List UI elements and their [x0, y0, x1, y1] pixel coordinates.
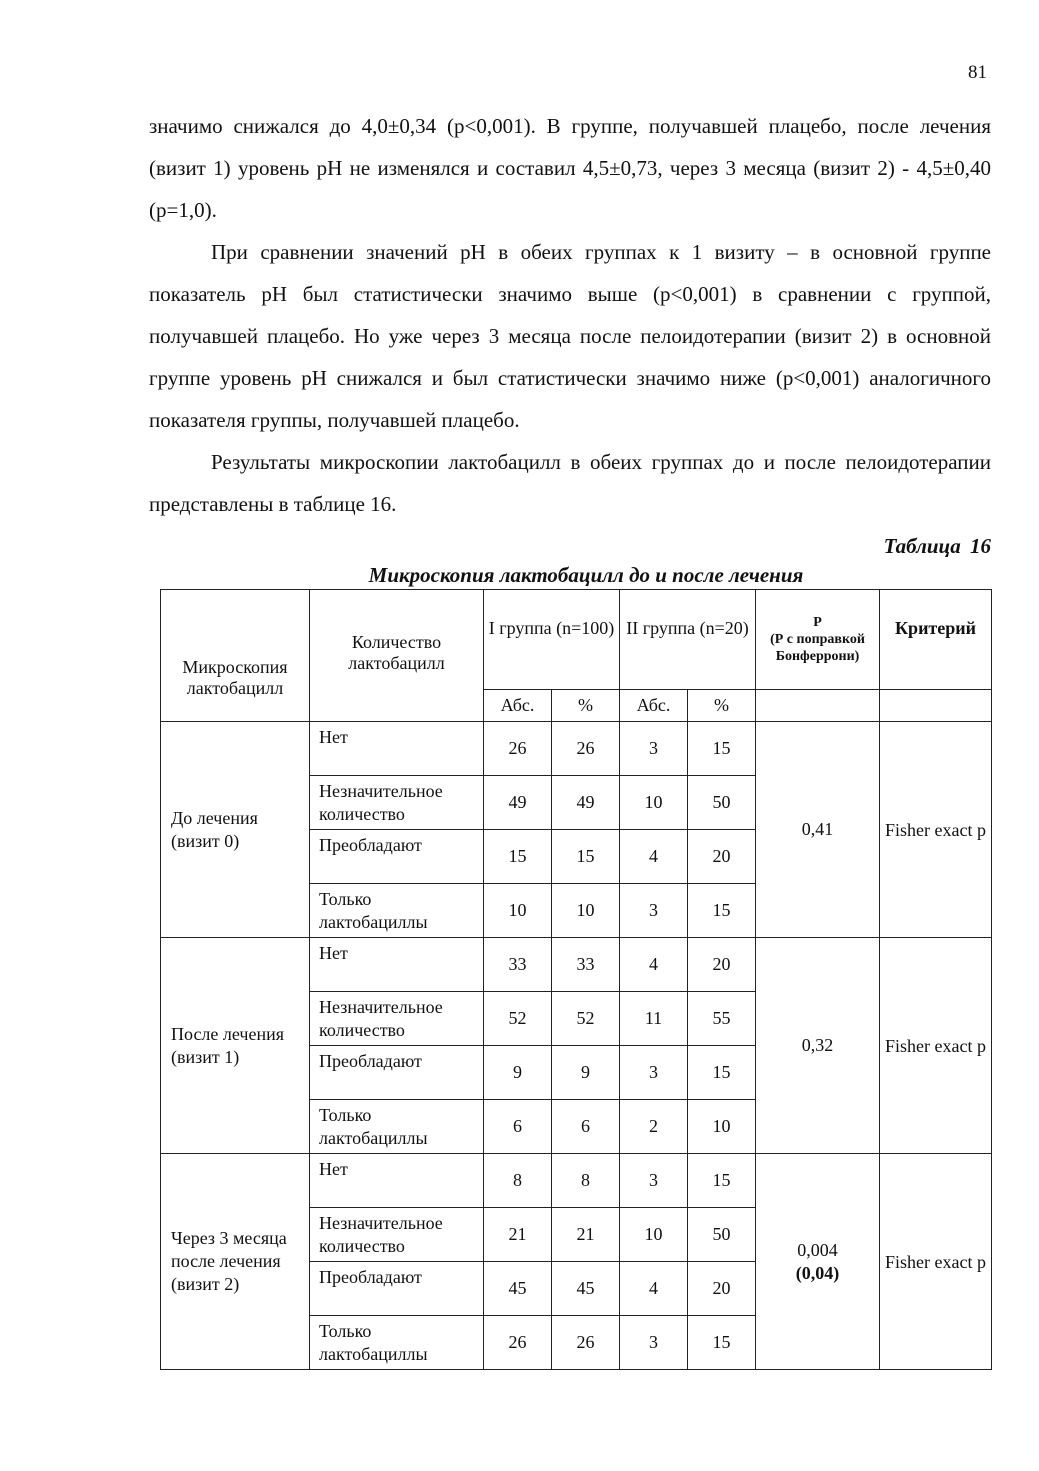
value-cell-g1-abs: 15: [484, 830, 552, 884]
value-cell-g2-pct: 50: [688, 1208, 756, 1262]
header-p-label: Р: [813, 615, 822, 630]
criterion-cell: Fisher exact p: [880, 722, 992, 938]
value-cell-g2-abs: 3: [620, 1154, 688, 1208]
header-microscopy: Микроскопия лактобацилл: [161, 590, 310, 722]
value-cell-g1-abs: 21: [484, 1208, 552, 1262]
body-text: [149, 105, 991, 525]
category-cell: Незначительное количество: [310, 1208, 484, 1262]
category-cell: Нет: [310, 722, 484, 776]
value-cell-g2-pct: 50: [688, 776, 756, 830]
p-value-cell: [756, 938, 880, 1154]
value-cell-g2-pct: 10: [688, 1100, 756, 1154]
paragraph: значимо снижался до 4,0±0,34 (р<0,001). В группе, получавшей плацебо, после лечения (визит 1) уровень рН не изменялся и составил 4,5±0,73, через 3 месяца (визит 2) - 4,5±0,40 (р=1,0).: [149, 114, 991, 222]
table-label: Таблица 16: [883, 534, 991, 558]
value-cell-g2-abs: 10: [620, 1208, 688, 1262]
subheader-abs: Абс.: [484, 690, 552, 722]
value-cell-g1-pct: 26: [552, 722, 620, 776]
category-cell: Преобладают: [310, 1262, 484, 1316]
subheader-pct: %: [552, 690, 620, 722]
paragraph: При сравнении значений рН в обеих группах к 1 визиту – в основной группе показатель рН был статистически значимо выше (р<0,001) в сравнении с группой, получавшей плацебо. Но уже через 3 месяца после пелоидотерапии (визит 2) в основной группе уровень рН снижался и был статистически значимо ниже (р<0,001) аналогичного показателя группы, получавшей плацебо.: [149, 240, 991, 432]
header-quantity: Количество лактобацилл: [310, 590, 484, 722]
value-cell-g2-abs: 4: [620, 830, 688, 884]
value-cell-g1-pct: 8: [552, 1154, 620, 1208]
p-value-corrected: (0,04): [795, 1262, 840, 1283]
value-cell-g2-pct: 15: [688, 1154, 756, 1208]
value-cell-g1-pct: 26: [552, 1316, 620, 1370]
value-cell-g1-abs: 8: [484, 1154, 552, 1208]
period-cell: После лечения (визит 1): [161, 938, 310, 1154]
value-cell-g2-pct: 20: [688, 830, 756, 884]
period-cell: Через 3 месяца после лечения (визит 2): [161, 1154, 310, 1370]
p-value-cell: [756, 722, 880, 938]
header-p-value: [756, 590, 880, 690]
value-cell-g1-pct: 15: [552, 830, 620, 884]
category-cell: Только лактобациллы: [310, 1316, 484, 1370]
value-cell-g1-abs: 26: [484, 1316, 552, 1370]
value-cell-g1-pct: 49: [552, 776, 620, 830]
value-cell-g2-abs: 3: [620, 722, 688, 776]
value-cell-g1-pct: 52: [552, 992, 620, 1046]
value-cell-g2-abs: 11: [620, 992, 688, 1046]
value-cell-g2-abs: 3: [620, 884, 688, 938]
value-cell-g1-abs: 33: [484, 938, 552, 992]
subheader-pct: %: [688, 690, 756, 722]
header-p-note: (Р с поправкой Бонферрони): [770, 632, 865, 664]
value-cell-g1-abs: 10: [484, 884, 552, 938]
value-cell-g2-abs: 3: [620, 1316, 688, 1370]
p-value: 0,32: [801, 1035, 834, 1055]
category-cell: Преобладают: [310, 1046, 484, 1100]
value-cell-g2-abs: 3: [620, 1046, 688, 1100]
value-cell-g2-pct: 20: [688, 938, 756, 992]
subheader-p-blank: [756, 690, 880, 722]
value-cell-g2-pct: 15: [688, 722, 756, 776]
header-group-1: I группа (n=100): [484, 590, 620, 690]
value-cell-g2-abs: 4: [620, 1262, 688, 1316]
paragraph: Результаты микроскопии лактобацилл в обеих группах до и после пелоидотерапии представлены в таблице 16.: [149, 450, 991, 516]
value-cell-g1-abs: 9: [484, 1046, 552, 1100]
category-cell: Только лактобациллы: [310, 1100, 484, 1154]
value-cell-g1-abs: 6: [484, 1100, 552, 1154]
value-cell-g2-pct: 55: [688, 992, 756, 1046]
category-cell: Нет: [310, 1154, 484, 1208]
value-cell-g2-pct: 15: [688, 1316, 756, 1370]
value-cell-g2-pct: 20: [688, 1262, 756, 1316]
p-value: 0,004: [797, 1239, 838, 1260]
category-cell: Нет: [310, 938, 484, 992]
value-cell-g1-abs: 26: [484, 722, 552, 776]
criterion-cell: Fisher exact p: [880, 938, 992, 1154]
value-cell-g2-pct: 15: [688, 884, 756, 938]
value-cell-g1-pct: 45: [552, 1262, 620, 1316]
period-cell: До лечения (визит 0): [161, 722, 310, 938]
criterion-cell: Fisher exact p: [880, 1154, 992, 1370]
table-title: Микроскопия лактобацилл до и после лечения: [368, 563, 804, 587]
table-row: [161, 938, 992, 992]
table-row: [161, 722, 992, 776]
category-cell: Только лактобациллы: [310, 884, 484, 938]
subheader-abs: Абс.: [620, 690, 688, 722]
header-group-2: II группа (n=20): [620, 590, 756, 690]
value-cell-g2-abs: 10: [620, 776, 688, 830]
value-cell-g1-abs: 45: [484, 1262, 552, 1316]
page-number: 81: [968, 62, 987, 83]
subheader-criterion-blank: [880, 690, 992, 722]
value-cell-g1-pct: 33: [552, 938, 620, 992]
p-value-cell: [756, 1154, 880, 1370]
category-cell: Незначительное количество: [310, 776, 484, 830]
p-value: 0,41: [801, 819, 834, 839]
value-cell-g1-pct: 21: [552, 1208, 620, 1262]
value-cell-g2-abs: 2: [620, 1100, 688, 1154]
category-cell: Незначительное количество: [310, 992, 484, 1046]
value-cell-g1-pct: 9: [552, 1046, 620, 1100]
value-cell-g1-pct: 10: [552, 884, 620, 938]
value-cell-g1-pct: 6: [552, 1100, 620, 1154]
data-table: [160, 589, 992, 1370]
value-cell-g2-pct: 15: [688, 1046, 756, 1100]
category-cell: Преобладают: [310, 830, 484, 884]
header-criterion: Критерий: [880, 590, 992, 690]
table-row: [161, 1154, 992, 1208]
value-cell-g1-abs: 49: [484, 776, 552, 830]
value-cell-g1-abs: 52: [484, 992, 552, 1046]
value-cell-g2-abs: 4: [620, 938, 688, 992]
